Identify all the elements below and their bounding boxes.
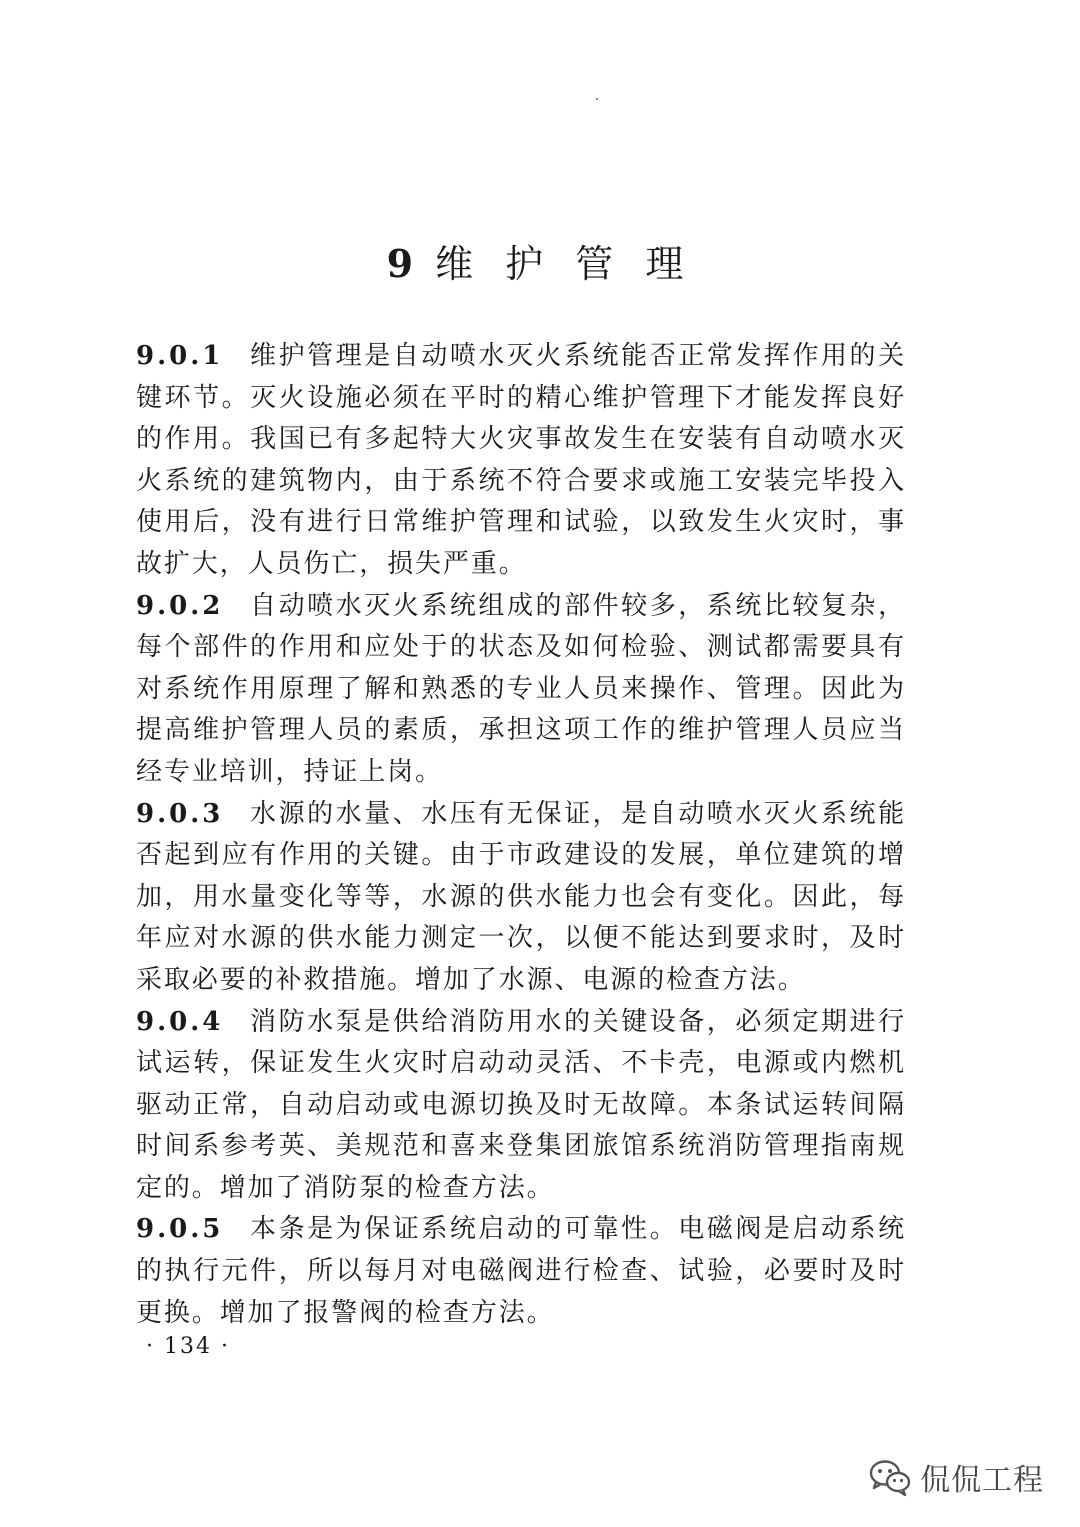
clause [136, 794, 906, 1002]
clause-number: 9.0.3 [136, 798, 224, 829]
chapter-title [0, 233, 1080, 288]
clause [136, 1002, 906, 1210]
watermark [868, 1452, 1044, 1502]
clause [136, 336, 906, 586]
page-number: · 134 · [146, 1334, 230, 1359]
clause-text: 水源的水量、水压有无保证，是自动喷水灭火系统能否起到应有作用的关键。由于市政建设的发展，单位建筑的增加，用水量变化等等，水源的供水能力也会有变化。因此，每年应对水源的供水能力测定一次，以便不能达到要求时，及时采取必要的补救措施。增加了水源、电源的检查方法。 [136, 798, 906, 995]
clause-number: 9.0.4 [136, 1006, 224, 1037]
clause [136, 1209, 906, 1334]
clause-text: 本条是为保证系统启动的可靠性。电磁阀是启动系统的执行元件，所以每月对电磁阀进行检查、试验，必要时及时更换。增加了报警阀的检查方法。 [136, 1214, 906, 1328]
clause-text: 消防水泵是供给消防用水的关键设备，必须定期进行试运转，保证发生火灾时启动动灵活、不卡壳，电源或内燃机驱动正常，自动启动或电源切换及时无故障。本条试运转间隔时间系参考英、美规范和喜来登集团旅馆系统消防管理指南规定的。增加了消防泵的检查方法。 [136, 1006, 906, 1203]
chapter-number: 9 [386, 241, 414, 287]
scan-speck [596, 98, 598, 100]
clause-number: 9.0.1 [136, 341, 224, 371]
watermark-text: 侃侃工程 [920, 1463, 1044, 1498]
chapter-body [136, 336, 906, 1334]
wechat-icon [868, 1457, 912, 1497]
chapter-title-text: 维 护 管 理 [435, 242, 694, 287]
clause-number: 9.0.5 [136, 1214, 224, 1245]
clause-number: 9.0.2 [136, 590, 224, 621]
clause [136, 586, 906, 794]
clause-text: 自动喷水灭火系统组成的部件较多，系统比较复杂，每个部件的作用和应处于的状态及如何检验、测试都需要具有对系统作用原理了解和熟悉的专业人员来操作、管理。因此为提高维护管理人员的素质，承担这项工作的维护管理人员应当经专业培训，持证上岗。 [136, 590, 906, 787]
clause-text: 维护管理是自动喷水灭火系统能否正常发挥作用的关键环节。灭火设施必须在平时的精心维护管理下才能发挥良好的作用。我国已有多起特大火灾事故发生在安装有自动喷水灭火系统的建筑物内，由于系统不符合要求或施工安装完毕投入使用后，没有进行日常维护管理和试验，以致发生火灾时，事故扩大，人员伤亡，损失严重。 [136, 341, 906, 579]
